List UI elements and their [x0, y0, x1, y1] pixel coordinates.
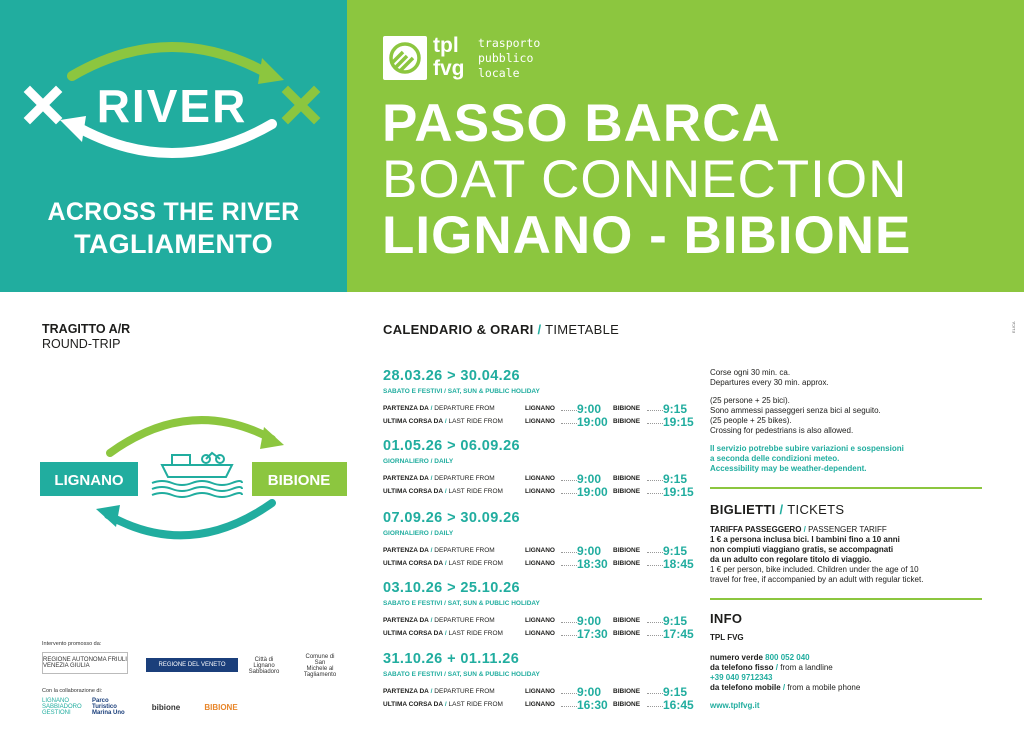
period-days: SABATO E FESTIVI / SAT, SUN & PUBLIC HOLIDAY — [383, 671, 540, 678]
tpl-sub-3: locale — [478, 66, 520, 80]
place-bibione: BIBIONE — [613, 488, 641, 495]
leader-dots — [561, 635, 577, 636]
tickets-it-1: 1 € a persona inclusa bici. I bambini fino a 10 anni — [710, 535, 900, 544]
last-ride-label-en: LAST RIDE FROM — [448, 560, 503, 567]
place-bibione: BIBIONE — [613, 617, 641, 624]
info-line-2: Departures every 30 min. approx. — [710, 378, 829, 387]
time-bibione: 9:15 — [663, 685, 688, 699]
leader-dots — [561, 622, 577, 623]
info-line-6: Crossing for pedestrians is also allowed. — [710, 426, 854, 435]
departure-label-it: PARTENZA DA — [383, 405, 429, 412]
last-ride-label-it: ULTIMA CORSA DA — [383, 488, 444, 495]
tpl-sub-1: trasporto — [478, 36, 541, 50]
leader-dots — [561, 423, 577, 424]
place-bibione: BIBIONE — [613, 475, 641, 482]
last-ride-row — [383, 557, 693, 570]
departure-row — [383, 544, 693, 557]
landline-en: from a landline — [780, 663, 833, 672]
logo-lignano-city: Città di Lignano Sabbiadoro — [248, 657, 280, 675]
period-dates: 03.10.26 > 25.10.26 — [383, 580, 521, 596]
last-ride-label-en: LAST RIDE FROM — [448, 488, 503, 495]
warning-line-1: Il servizio potrebbe subire variazioni e sospensioni — [710, 444, 904, 453]
time-lignano: 9:00 — [577, 614, 602, 628]
place-lignano: LIGNANO — [525, 547, 555, 554]
title-lignano-bibione: LIGNANO - BIBIONE — [382, 206, 912, 265]
last-ride-row — [383, 485, 693, 498]
departure-label-it: PARTENZA DA — [383, 617, 429, 624]
logo-marina-uno: Parco Turistico Marina Uno — [92, 698, 125, 716]
tariff-en: PASSENGER TARIFF — [808, 525, 887, 534]
time-lignano: 17:30 — [577, 627, 608, 641]
warning-line-2: a seconda delle condizioni meteo. — [710, 454, 840, 463]
departure-slash: / — [430, 617, 433, 624]
info-line-1: Corse ogni 30 min. ca. — [710, 368, 791, 377]
place-bibione: BIBIONE — [613, 701, 641, 708]
departure-label-it: PARTENZA DA — [383, 475, 429, 482]
title-boat-connection: BOAT CONNECTION — [382, 150, 908, 209]
tickets-title-it: BIGLIETTI — [710, 502, 776, 517]
last-ride-label-it: ULTIMA CORSA DA — [383, 701, 444, 708]
place-bibione: BIBIONE — [613, 630, 641, 637]
time-bibione: 19:15 — [663, 485, 694, 499]
landline-it: da telefono fisso — [710, 663, 774, 672]
place-bibione: BIBIONE — [613, 547, 641, 554]
departure-label-en: DEPARTURE FROM — [434, 475, 495, 482]
time-bibione: 9:15 — [663, 544, 688, 558]
time-lignano: 16:30 — [577, 698, 608, 712]
timetable-title-en: TIMETABLE — [545, 322, 620, 337]
tickets-slash: / — [779, 502, 784, 517]
departure-slash: / — [430, 475, 433, 482]
place-bibione: BIBIONE — [613, 405, 641, 412]
time-lignano: 9:00 — [577, 685, 602, 699]
logo-regione-veneto: REGIONE DEL VENETO — [146, 658, 238, 672]
departure-slash: / — [430, 547, 433, 554]
period-days: SABATO E FESTIVI / SAT, SUN & PUBLIC HOLIDAY — [383, 600, 540, 607]
leader-dots — [561, 693, 577, 694]
tickets-en-1: 1 € per person, bike included. Children under the age of 10 — [710, 565, 919, 574]
timetable-period — [383, 510, 693, 570]
credit-collab: Con la collaborazione di: — [42, 688, 103, 694]
boat-icon — [162, 453, 232, 477]
timetable-title — [383, 322, 619, 337]
departures-info — [710, 368, 980, 474]
place-bibione: BIBIONE — [613, 688, 641, 695]
time-bibione: 9:15 — [663, 472, 688, 486]
departure-label-it: PARTENZA DA — [383, 688, 429, 695]
place-lignano: LIGNANO — [525, 630, 555, 637]
roundtrip-title: TRAGITTO A/R — [42, 322, 131, 336]
last-ride-slash: / — [444, 488, 447, 495]
period-days: GIORNALIERO / DAILY — [383, 530, 454, 537]
last-ride-label-en: LAST RIDE FROM — [448, 701, 503, 708]
leader-dots — [647, 706, 663, 707]
tpl-word: tpl — [433, 34, 459, 57]
logo-bibione-text: bibione — [151, 702, 181, 712]
toll-free-label: numero verde — [710, 653, 763, 662]
tickets-it-3: da un adulto con regolare titolo di viaggio. — [710, 555, 872, 564]
mobile-en: from a mobile phone — [787, 683, 861, 692]
period-days: SABATO E FESTIVI / SAT, SUN & PUBLIC HOLIDAY — [383, 388, 540, 395]
period-dates: 31.10.26 + 01.11.26 — [383, 651, 520, 667]
departure-slash: / — [430, 688, 433, 695]
time-bibione: 19:15 — [663, 415, 694, 429]
leader-dots — [647, 622, 663, 623]
place-lignano: LIGNANO — [525, 405, 555, 412]
leader-dots — [647, 693, 663, 694]
leader-dots — [561, 565, 577, 566]
tickets-en-2: travel for free, if accompanied by an adult with regular ticket. — [710, 575, 924, 584]
time-bibione: 9:15 — [663, 614, 688, 628]
tickets-title — [710, 502, 844, 517]
tagline-line-2: TAGLIAMENTO — [74, 229, 273, 259]
departure-label-en: DEPARTURE FROM — [434, 547, 495, 554]
departure-row — [383, 614, 693, 627]
place-lignano: LIGNANO — [525, 475, 555, 482]
departure-label-en: DEPARTURE FROM — [434, 617, 495, 624]
timetable-period — [383, 580, 693, 640]
roundtrip-subtitle: ROUND-TRIP — [42, 337, 121, 351]
last-ride-slash: / — [444, 418, 447, 425]
tariff-it: TARIFFA PASSEGGERO — [710, 525, 802, 534]
time-bibione: 9:15 — [663, 402, 688, 416]
leader-dots — [647, 410, 663, 411]
contact-info: TPL FVG numero verde 800 052 040 da telefono fisso / from a landline +39 040 9712343 da telefono mobile / from a mobile phone www.tplfvg.it — [710, 633, 861, 710]
departure-row — [383, 685, 693, 698]
leader-dots — [561, 493, 577, 494]
timetable-title-it: CALENDARIO & ORARI — [383, 322, 534, 337]
place-lignano: LIGNANO — [525, 418, 555, 425]
place-lignano: LIGNANO — [525, 617, 555, 624]
river-logo — [22, 36, 322, 176]
place-lignano: LIGNANO — [525, 488, 555, 495]
place-lignano: LIGNANO — [525, 560, 555, 567]
info-title: INFO — [710, 611, 743, 626]
leader-dots — [647, 552, 663, 553]
logo-lignano-gestioni: LIGNANO SABBIADORO GESTIONI — [42, 698, 82, 716]
last-ride-slash: / — [444, 701, 447, 708]
last-ride-row — [383, 627, 693, 640]
last-ride-label-en: LAST RIDE FROM — [448, 630, 503, 637]
last-ride-slash: / — [444, 560, 447, 567]
route-to-label: BIBIONE — [267, 472, 331, 489]
period-dates: 28.03.26 > 30.04.26 — [383, 368, 521, 384]
leader-dots — [647, 423, 663, 424]
time-bibione: 16:45 — [663, 698, 694, 712]
time-lignano: 9:00 — [577, 402, 602, 416]
place-lignano: LIGNANO — [525, 688, 555, 695]
tpl-fvg-logo-icon — [383, 36, 427, 80]
time-bibione: 17:45 — [663, 627, 694, 641]
last-ride-row — [383, 698, 693, 711]
time-lignano: 9:00 — [577, 544, 602, 558]
period-days: GIORNALIERO / DAILY — [383, 458, 454, 465]
departure-label-it: PARTENZA DA — [383, 547, 429, 554]
time-lignano: 19:00 — [577, 485, 608, 499]
website-link[interactable]: www.tplfvg.it — [710, 701, 760, 710]
departure-label-en: DEPARTURE FROM — [434, 688, 495, 695]
timetable-period — [383, 438, 693, 498]
toll-free-number[interactable]: 800 052 040 — [765, 653, 810, 662]
place-lignano: LIGNANO — [525, 701, 555, 708]
divider-info — [710, 598, 982, 600]
place-bibione: BIBIONE — [613, 560, 641, 567]
tagline-line-1: ACROSS THE RIVER — [47, 198, 300, 226]
last-ride-label-en: LAST RIDE FROM — [448, 418, 503, 425]
river-logo-text: RIVER — [96, 80, 248, 132]
logo-bibione-brand: BIBIONE — [204, 702, 238, 712]
route-graphic — [40, 405, 350, 550]
time-bibione: 18:45 — [663, 557, 694, 571]
route-from-label: LIGNANO — [54, 472, 124, 489]
tpl-sub-2: pubblico — [478, 51, 534, 65]
last-ride-label-it: ULTIMA CORSA DA — [383, 560, 444, 567]
last-ride-label-it: ULTIMA CORSA DA — [383, 418, 444, 425]
side-code: ELICA — [1011, 321, 1016, 333]
period-dates: 07.09.26 > 30.09.26 — [383, 510, 521, 526]
leader-dots — [561, 480, 577, 481]
departure-row — [383, 472, 693, 485]
last-ride-row — [383, 415, 693, 428]
departure-slash: / — [430, 405, 433, 412]
title-passo-barca: PASSO BARCA — [382, 94, 781, 153]
fvg-word: fvg — [433, 57, 465, 80]
mobile-number[interactable]: +39 040 9712343 — [710, 673, 773, 682]
last-ride-slash: / — [444, 630, 447, 637]
logo-san-michele: Comune di San Michele al Tagliamento — [303, 654, 337, 678]
leader-dots — [647, 635, 663, 636]
info-org: TPL FVG — [710, 633, 744, 642]
departure-label-en: DEPARTURE FROM — [434, 405, 495, 412]
divider-tickets — [710, 487, 982, 489]
tickets-info: TARIFFA PASSEGGERO / PASSENGER TARIFF 1 € a persona inclusa bici. I bambini fino a 10 anni non compiuti viaggiano gratis, se accompagnati da un adulto con regolare titolo di viaggio. 1 € per person, bike included. Children under the age of 10 travel for free, if accompanied by an adult with regular ticket. — [710, 525, 980, 585]
leader-dots — [561, 552, 577, 553]
warning-line-3: Accessibility may be weather-dependent. — [710, 464, 867, 473]
place-bibione: BIBIONE — [613, 418, 641, 425]
leader-dots — [561, 410, 577, 411]
leader-dots — [647, 493, 663, 494]
leader-dots — [647, 480, 663, 481]
time-lignano: 18:30 — [577, 557, 608, 571]
info-line-4: Sono ammessi passeggeri senza bici al seguito. — [710, 406, 881, 415]
mobile-it: da telefono mobile — [710, 683, 781, 692]
logo-regione-fvg: REGIONE AUTONOMA FRIULI VENEZIA GIULIA — [42, 652, 128, 674]
tickets-it-2: non compiuti viaggiano gratis, se accompagnati — [710, 545, 894, 554]
period-dates: 01.05.26 > 06.09.26 — [383, 438, 521, 454]
credit-promoted: Intervento promosso da: — [42, 641, 102, 647]
timetable-period — [383, 651, 693, 711]
departure-row — [383, 402, 693, 415]
leader-dots — [647, 565, 663, 566]
info-line-3: (25 persone + 25 bici). — [710, 396, 790, 405]
timetable-period — [383, 368, 693, 428]
last-ride-label-it: ULTIMA CORSA DA — [383, 630, 444, 637]
time-lignano: 19:00 — [577, 415, 608, 429]
tickets-title-en: TICKETS — [787, 502, 845, 517]
leader-dots — [561, 706, 577, 707]
info-line-5: (25 people + 25 bikes). — [710, 416, 792, 425]
time-lignano: 9:00 — [577, 472, 602, 486]
timetable-title-slash: / — [537, 322, 542, 337]
